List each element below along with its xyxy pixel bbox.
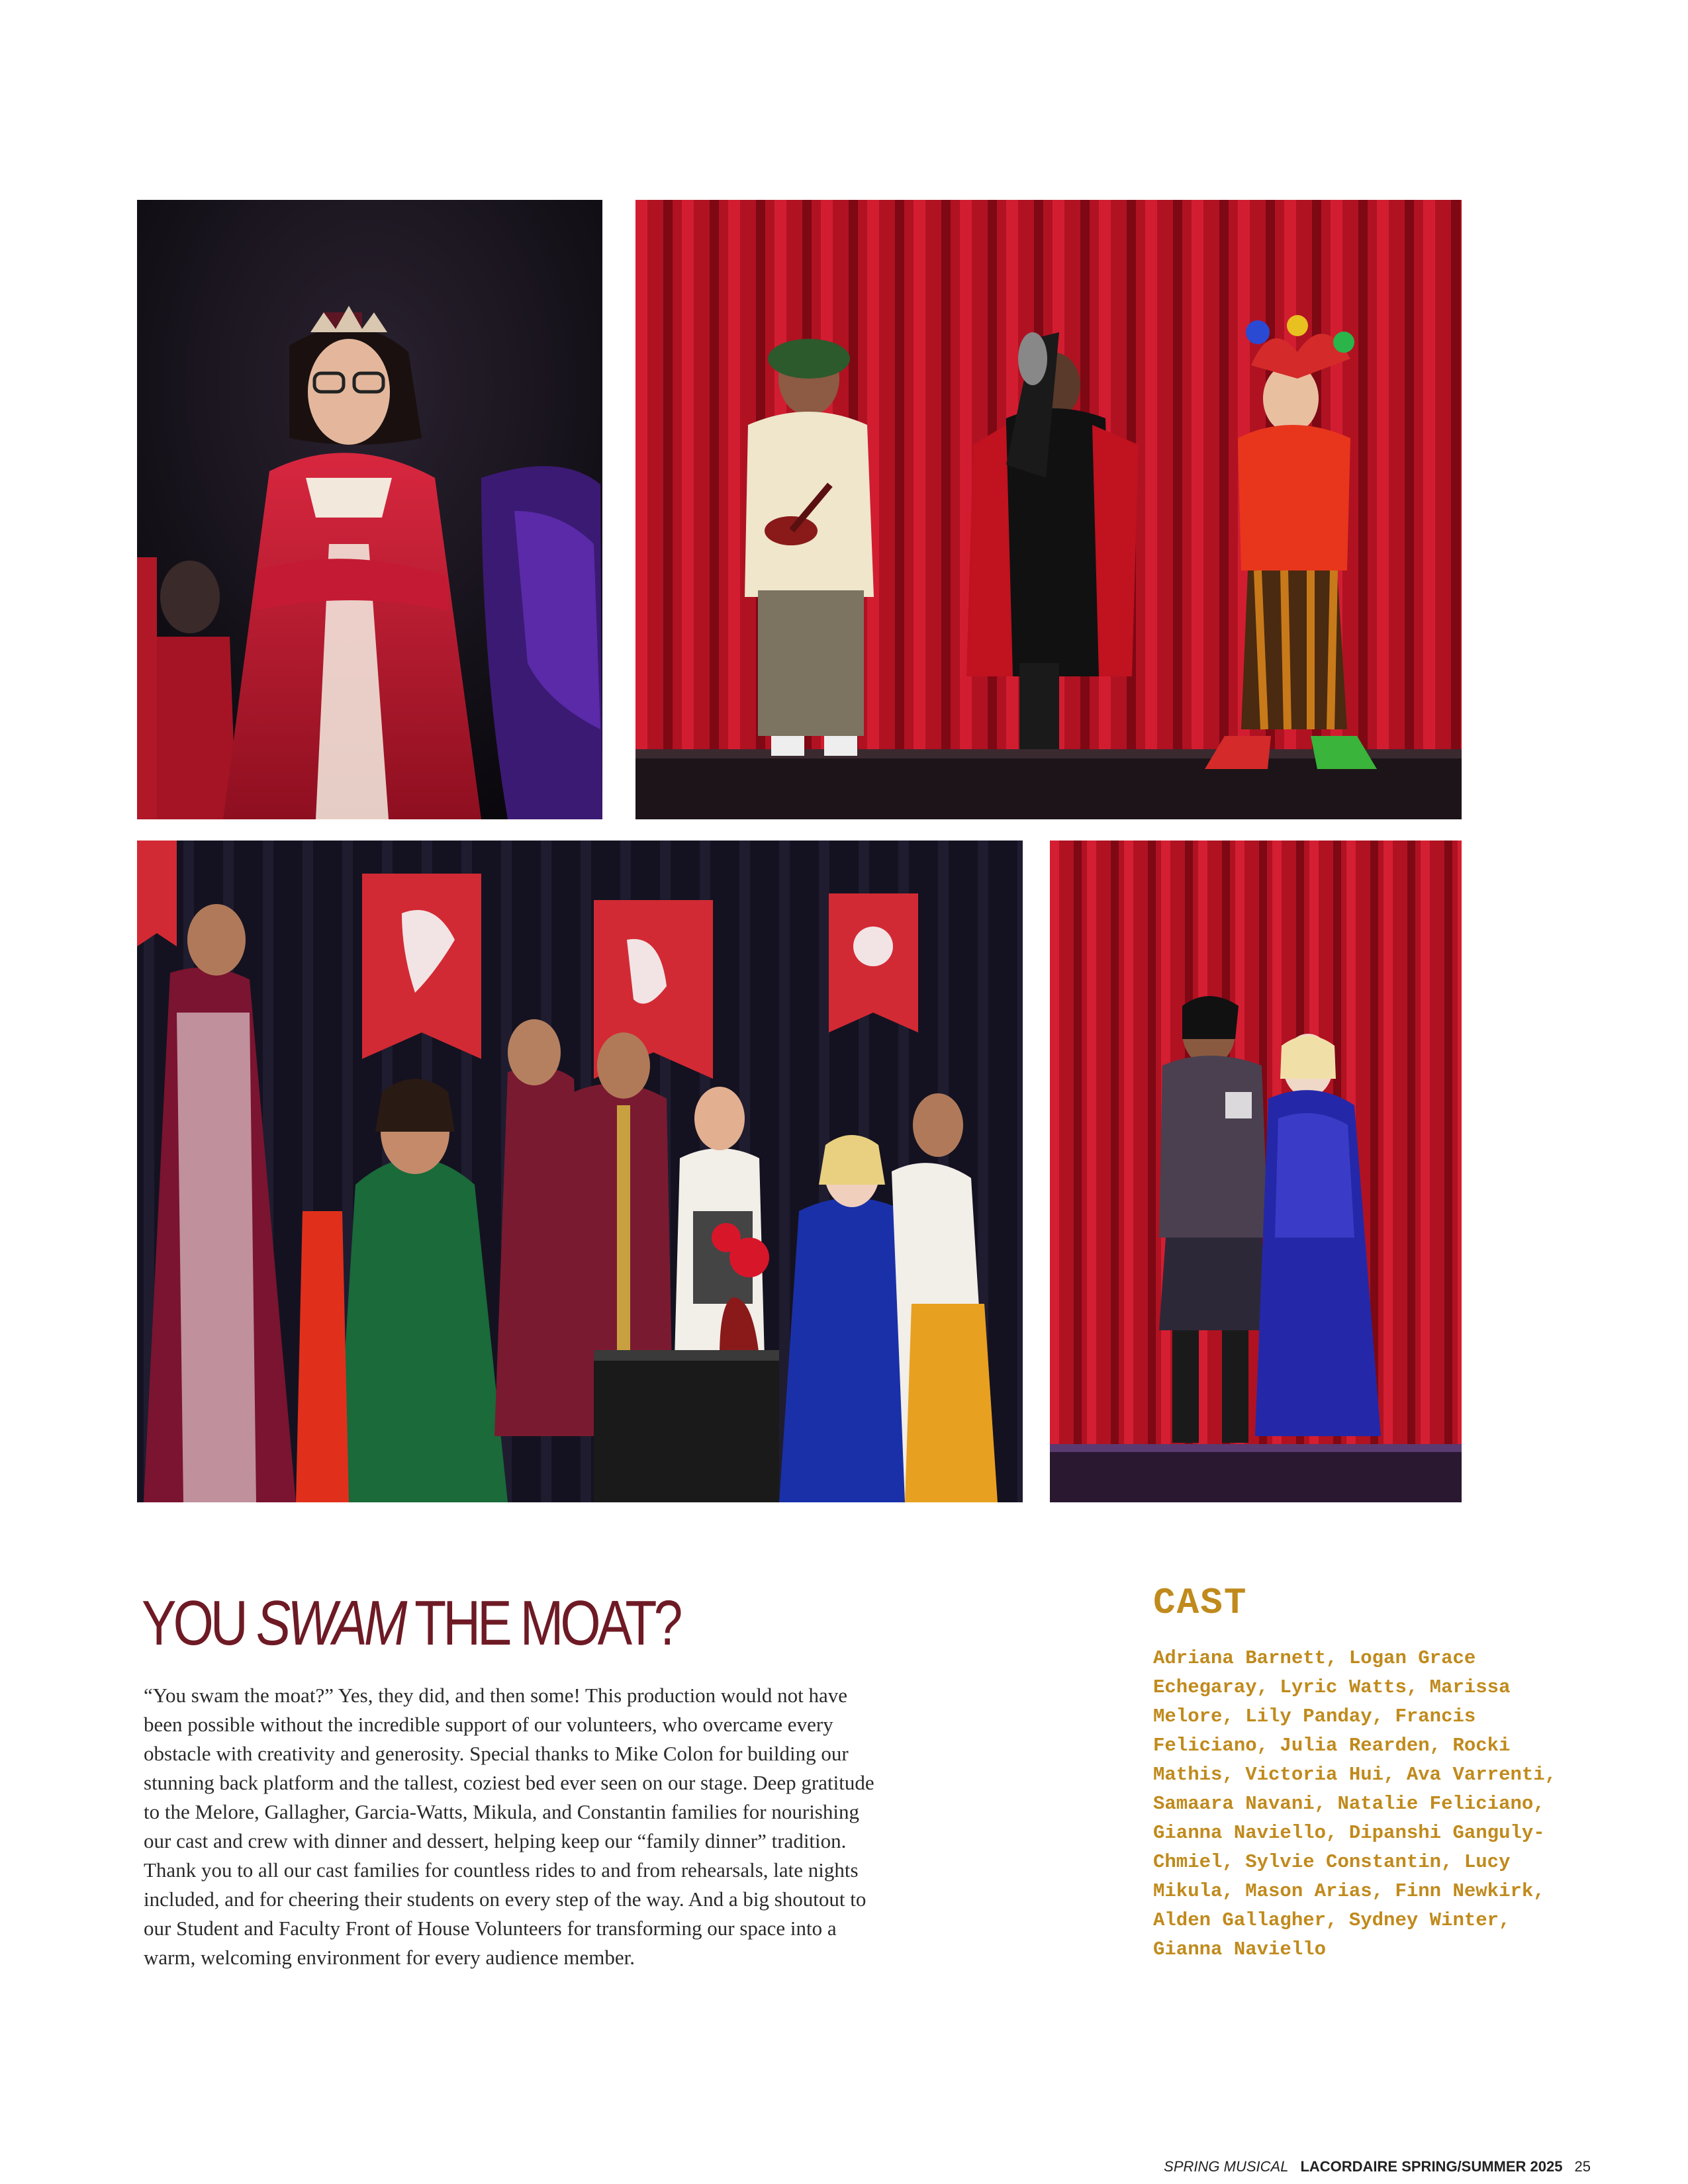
cast-list: Adriana Barnett, Logan Grace Echegaray, Lyric Watts, Marissa Melore, Lily Panday, Francis Feliciano, Julia Rearden, Rocki Mathis, Victoria Hui, Ava Varrenti, Samaara Navani, Natalie Feliciano, Gianna Naviello, Dipanshi Ganguly-Chmiel, Sylvie Constantin, Lucy Mikula, Mason Arias, Finn Newkirk, Alden Gallagher, Sydney Winter, Gianna Naviello [1153,1647,1557,1960]
title-italic-word: SWAM [256,1588,404,1659]
page-footer [1164,2158,1591,2175]
title-part-1: YOU [142,1588,256,1659]
article-body: “You swam the moat?” Yes, they did, and then some! This production would not have been possible without the incredible support of our volunteers, who overcame every obstacle with creativity and generosity. Special thanks to Mike Colon for building our stunning back platform and the tallest, coziest bed ever seen on our stage. Deep gratitude to the Melore, Gallagher, Garcia-Watts, Mikula, and Constantin families for nourishing our cast and crew with dinner and dessert, helping keep our “family dinner” tradition. Thank you to all our cast families for countless rides to and from rehearsals, late nights included, and for cheering their students on every step of the way. And a big shoutout to our Student and Faculty Front of House Volunteers for transforming our space into a warm, welcoming environment for every audience member. [144,1684,874,1969]
page-number: 25 [1574,2158,1591,2175]
minstrel-king-jester-photo [635,200,1462,819]
ladies-in-waiting-photo [137,841,1023,1502]
knight-and-princess-photo [1050,841,1462,1502]
cast-heading: CAST [1153,1582,1248,1624]
article-title [142,1588,680,1659]
footer-publication: LACORDAIRE SPRING/SUMMER 2025 [1300,2158,1563,2175]
title-part-2: THE MOAT? [404,1588,680,1659]
footer-section: SPRING MUSICAL [1164,2158,1289,2175]
queen-in-red-gown-photo [137,200,602,819]
